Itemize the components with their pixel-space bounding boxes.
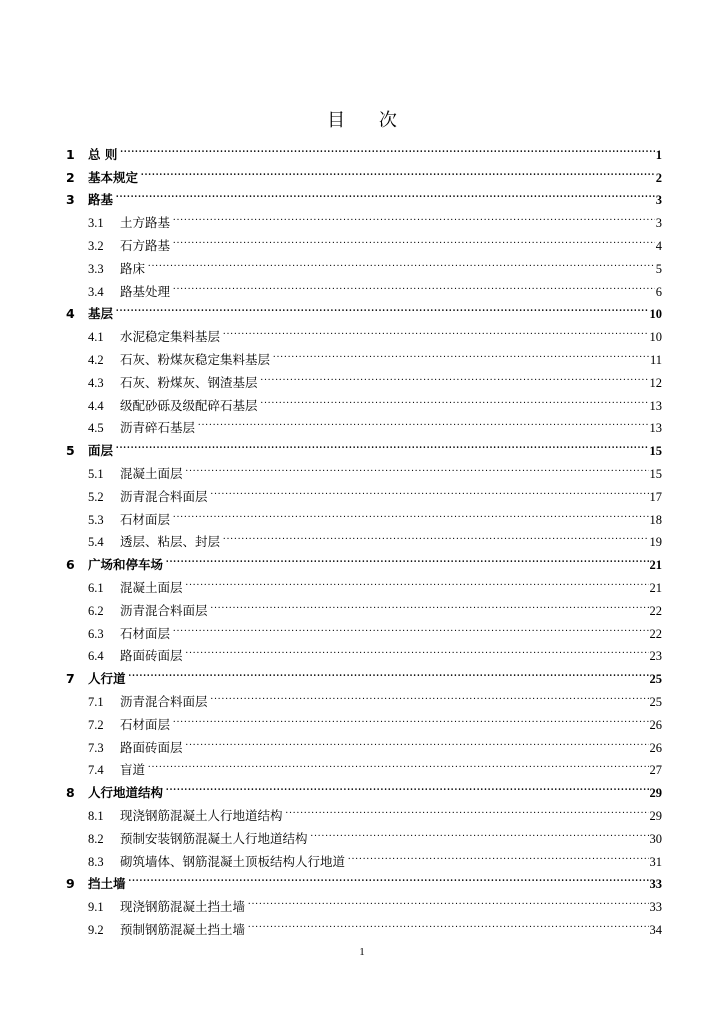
toc-entry-9-1[interactable]: [66, 888, 662, 915]
toc-entry-1[interactable]: [66, 136, 662, 162]
toc-entry-label: 沥青混合料面层: [120, 488, 208, 504]
toc-entry-page: 27: [649, 763, 662, 778]
toc-entry-page: 33: [649, 900, 662, 915]
toc-entry-label: 现浇钢筋混凝土人行地道结构: [120, 807, 283, 823]
toc-leader-dots: [311, 820, 649, 843]
toc-entry-number: 4.5: [88, 421, 104, 436]
toc-entry-4[interactable]: [66, 296, 662, 322]
toc-entry-number: 4.3: [88, 375, 104, 390]
toc-leader-dots: [186, 455, 649, 478]
toc-entry-number: 5.3: [88, 512, 104, 527]
toc-entry-label: 砌筑墙体、钢筋混凝土顶板结构人行地道: [120, 853, 346, 869]
toc-entry-5[interactable]: [66, 432, 662, 459]
toc-entry-page: 6: [655, 284, 662, 299]
toc-entry-number: 7.3: [88, 740, 104, 755]
toc-entry-7-1[interactable]: [66, 683, 662, 709]
toc-entry-label: 石方路基: [120, 237, 171, 253]
toc-leader-dots: [348, 843, 648, 866]
toc-leader-dots: [186, 569, 649, 592]
toc-leader-dots: [141, 159, 655, 182]
toc-entry-page: 19: [649, 535, 662, 550]
toc-leader-dots: [173, 227, 655, 250]
toc-entry-number: 6.2: [88, 603, 104, 618]
toc-leader-dots: [261, 387, 649, 410]
toc-entry-number: 3.3: [88, 261, 104, 276]
toc-entry-number: 9.2: [88, 922, 104, 937]
toc-leader-dots: [223, 318, 648, 341]
toc-entry-label: 路基: [88, 192, 114, 208]
toc-leader-dots: [116, 296, 648, 319]
toc-entry-label: 基本规定: [88, 169, 139, 185]
toc-entry-number: 4.1: [88, 330, 104, 345]
toc-leader-dots: [198, 410, 648, 433]
toc-leader-dots: [248, 888, 648, 911]
toc-leader-dots: [211, 592, 649, 615]
toc-entry-number: 8.2: [88, 831, 104, 846]
toc-entry-number: 6.1: [88, 580, 104, 595]
toc-entry-number: 7.4: [88, 763, 104, 778]
toc-entry-label: 基层: [88, 306, 114, 322]
toc-leader-dots: [186, 729, 649, 752]
page-number: 1: [359, 946, 365, 958]
toc-entry-7-4[interactable]: [66, 752, 662, 778]
toc-leader-dots: [120, 136, 654, 159]
toc-entry-page: 13: [649, 398, 662, 413]
toc-entry-number: 8.1: [88, 808, 104, 823]
toc-entry-label: 路床: [120, 260, 146, 276]
toc-entry-page: 23: [649, 649, 662, 664]
toc-entry-label: 石灰、粉煤灰稳定集料基层: [120, 351, 271, 367]
toc-leader-dots: [211, 478, 649, 501]
toc-entry-label: 沥青混合料面层: [120, 693, 208, 709]
toc-entry-page: 18: [649, 512, 662, 527]
toc-entry-4-1[interactable]: [66, 318, 662, 345]
toc-entry-label: 盲道: [120, 762, 146, 778]
toc-entry-page: 5: [655, 261, 662, 276]
toc-entry-page: 15: [649, 466, 662, 481]
toc-entry-page: 30: [649, 831, 662, 846]
toc-entry-number: 6.4: [88, 649, 104, 664]
toc-entry-label: 广场和停车场: [88, 557, 164, 573]
toc-leader-dots: [173, 706, 648, 729]
toc-entry-label: 现浇钢筋混凝土挡土墙: [120, 899, 246, 915]
toc-entry-number: 3: [66, 192, 75, 208]
toc-entry-label: 混凝土面层: [120, 465, 183, 481]
toc-leader-dots: [173, 204, 655, 227]
toc-entry-page: 12: [649, 375, 662, 390]
toc-entry-number: 4: [66, 306, 75, 322]
toc-entry-number: 4.4: [88, 398, 104, 413]
toc-entry-number: 9: [66, 876, 75, 892]
toc-leader-dots: [173, 615, 648, 638]
toc-entry-number: 7.1: [88, 694, 104, 709]
toc-entry-page: 26: [649, 740, 662, 755]
toc-entry-label: 土方路基: [120, 215, 171, 231]
toc-entry-label: 路面砖面层: [120, 648, 183, 664]
toc-entry-number: 3.2: [88, 238, 104, 253]
toc-entry-3[interactable]: [66, 182, 662, 208]
toc-entry-page: 3: [655, 193, 662, 208]
toc-entry-label: 人行地道结构: [88, 785, 164, 801]
toc-leader-dots: [173, 501, 648, 524]
toc-entry-label: 预制钢筋混凝土挡土墙: [120, 921, 246, 937]
toc-entry-5-1[interactable]: [66, 455, 662, 481]
toc-leader-dots: [211, 683, 649, 706]
toc-entry-number: 8.3: [88, 854, 104, 869]
toc-entry-page: 31: [649, 854, 662, 869]
toc-entry-page: 3: [655, 216, 662, 231]
toc-entry-label: 透层、粘层、封层: [120, 534, 221, 550]
toc-leader-dots: [173, 273, 655, 296]
toc-entry-page: 13: [649, 421, 662, 436]
toc-entry-page: 15: [649, 444, 662, 459]
toc-leader-dots: [166, 774, 648, 797]
toc-entry-page: 25: [649, 694, 662, 709]
toc-entry-3-4[interactable]: [66, 273, 662, 299]
toc-entry-3-3[interactable]: [66, 250, 662, 276]
toc-entry-number: 5.2: [88, 489, 104, 504]
toc-title: 目 次: [327, 110, 411, 131]
toc-entry-page: 21: [649, 580, 662, 595]
toc-list: [66, 136, 662, 937]
toc-entry-page: 21: [649, 558, 662, 573]
toc-entry-page: 4: [655, 238, 662, 253]
toc-entry-number: 6.3: [88, 626, 104, 641]
toc-entry-label: 预制安装钢筋混凝土人行地道结构: [120, 830, 308, 846]
toc-entry-number: 9.1: [88, 900, 104, 915]
toc-entry-number: 7: [66, 671, 75, 687]
toc-entry-label: 石灰、粉煤灰、钢渣基层: [120, 374, 258, 390]
toc-entry-page: 1: [655, 147, 662, 162]
toc-leader-dots: [116, 182, 655, 205]
toc-entry-page: 22: [649, 603, 662, 618]
toc-entry-label: 石材面层: [120, 625, 171, 641]
toc-entry-number: 5.4: [88, 535, 104, 550]
toc-entry-label: 面层: [88, 443, 114, 459]
toc-entry-label: 人行道: [88, 671, 126, 687]
toc-entry-2[interactable]: [66, 159, 662, 185]
toc-entry-label: 混凝土面层: [120, 579, 183, 595]
toc-entry-number: 5.1: [88, 466, 104, 481]
toc-entry-number: 1: [66, 146, 75, 162]
toc-entry-label: 水泥稳定集料基层: [120, 329, 221, 345]
toc-entry-3-1[interactable]: [66, 204, 662, 231]
toc-entry-label: 挡土墙: [88, 876, 126, 892]
toc-entry-page: 11: [649, 352, 662, 367]
toc-entry-page: 25: [649, 672, 662, 687]
toc-leader-dots: [261, 364, 649, 387]
toc-entry-label: 沥青混合料面层: [120, 602, 208, 618]
toc-leader-dots: [129, 660, 649, 683]
toc-entry-label: 总 则: [88, 146, 118, 162]
toc-entry-number: 5: [66, 443, 75, 459]
toc-entry-7[interactable]: [66, 660, 662, 687]
toc-leader-dots: [273, 341, 649, 364]
toc-entry-page: 29: [649, 786, 662, 801]
toc-leader-dots: [148, 250, 655, 273]
toc-entry-page: 34: [649, 922, 662, 937]
toc-entry-label: 路面砖面层: [120, 739, 183, 755]
toc-entry-number: 4.2: [88, 352, 104, 367]
toc-leader-dots: [166, 546, 648, 569]
toc-entry-label: 路基处理: [120, 283, 171, 299]
toc-leader-dots: [148, 752, 648, 775]
toc-leader-dots: [286, 797, 649, 820]
toc-entry-page: 10: [649, 307, 662, 322]
toc-leader-dots: [223, 524, 648, 547]
toc-entry-number: 7.2: [88, 717, 104, 732]
toc-entry-page: 22: [649, 626, 662, 641]
toc-entry-9[interactable]: [66, 866, 662, 892]
toc-entry-label: 沥青碎石基层: [120, 420, 196, 436]
toc-leader-dots: [248, 911, 648, 934]
toc-entry-8[interactable]: [66, 774, 662, 801]
toc-leader-dots: [116, 432, 648, 455]
toc-entry-page: 29: [649, 808, 662, 823]
toc-leader-dots: [186, 638, 649, 661]
toc-entry-page: 33: [649, 877, 662, 892]
toc-entry-number: 3.4: [88, 284, 104, 299]
toc-entry-label: 级配砂砾及级配碎石基层: [120, 397, 258, 413]
toc-entry-label: 石材面层: [120, 716, 171, 732]
toc-leader-dots: [129, 866, 649, 889]
toc-entry-page: 17: [649, 489, 662, 504]
toc-entry-page: 26: [649, 717, 662, 732]
toc-entry-number: 3.1: [88, 216, 104, 231]
toc-entry-number: 2: [66, 169, 75, 185]
toc-entry-page: 10: [649, 330, 662, 345]
toc-entry-page: 2: [655, 170, 662, 185]
toc-entry-number: 6: [66, 557, 75, 573]
toc-entry-number: 8: [66, 785, 75, 801]
toc-entry-label: 石材面层: [120, 511, 171, 527]
